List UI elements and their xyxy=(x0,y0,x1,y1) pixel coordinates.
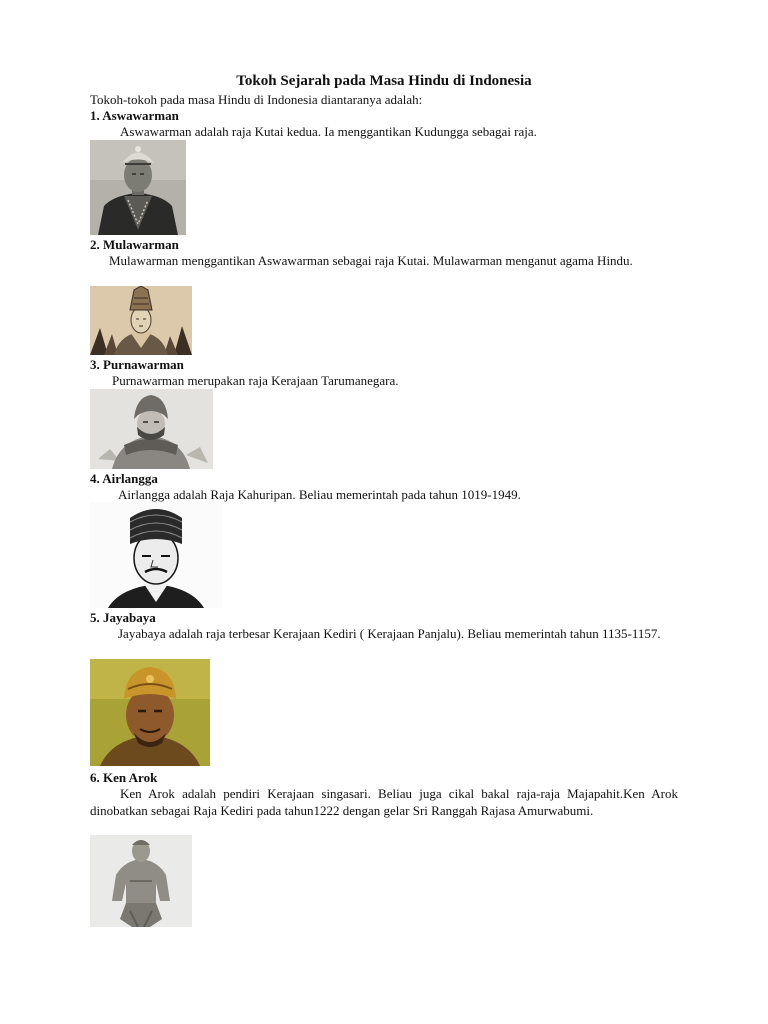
heading-mulawarman: 2. Mulawarman xyxy=(90,237,179,252)
heading-ken-arok: 6. Ken Arok xyxy=(90,770,158,785)
portrait-mulawarman xyxy=(90,286,192,355)
heading-airlangga: 4. Airlangga xyxy=(90,471,158,486)
portrait-jayabaya xyxy=(90,659,210,766)
intro-text: Tokoh-tokoh pada masa Hindu di Indonesia diantaranya adalah: xyxy=(90,92,423,107)
heading-aswawarman: 1. Aswawarman xyxy=(90,108,179,123)
heading-jayabaya: 5. Jayabaya xyxy=(90,610,156,625)
heading-purnawarman: 3. Purnawarman xyxy=(90,357,184,372)
desc-mulawarman: Mulawarman menggantikan Aswawarman sebagai raja Kutai. Mulawarman menganut agama Hindu. xyxy=(109,253,633,268)
portrait-purnawarman xyxy=(90,389,213,469)
desc-aswawarman: Aswawarman adalah raja Kutai kedua. Ia menggantikan Kudungga sebagai raja. xyxy=(120,124,537,139)
document-title: Tokoh Sejarah pada Masa Hindu di Indonesia xyxy=(236,73,532,89)
statue-ken-arok xyxy=(90,835,192,927)
desc-jayabaya: Jayabaya adalah raja terbesar Kerajaan Kediri ( Kerajaan Panjalu). Beliau memerintah tahun 1135-1157. xyxy=(118,626,661,641)
desc-purnawarman: Purnawarman merupakan raja Kerajaan Tarumanegara. xyxy=(112,373,399,388)
desc-ken-arok: Ken Arok adalah pendiri Kerajaan singasari. Beliau juga cikal bakal raja-raja Majapahit.Ken Arok dinobatkan sebagai Raja Kediri pada tahun1222 dengan gelar Sri Ranggah Rajasa Amurwabumi. xyxy=(90,786,678,818)
desc-airlangga: Airlangga adalah Raja Kahuripan. Beliau memerintah pada tahun 1019-1949. xyxy=(118,487,521,502)
portrait-airlangga xyxy=(90,502,222,608)
portrait-aswawarman xyxy=(90,140,186,235)
